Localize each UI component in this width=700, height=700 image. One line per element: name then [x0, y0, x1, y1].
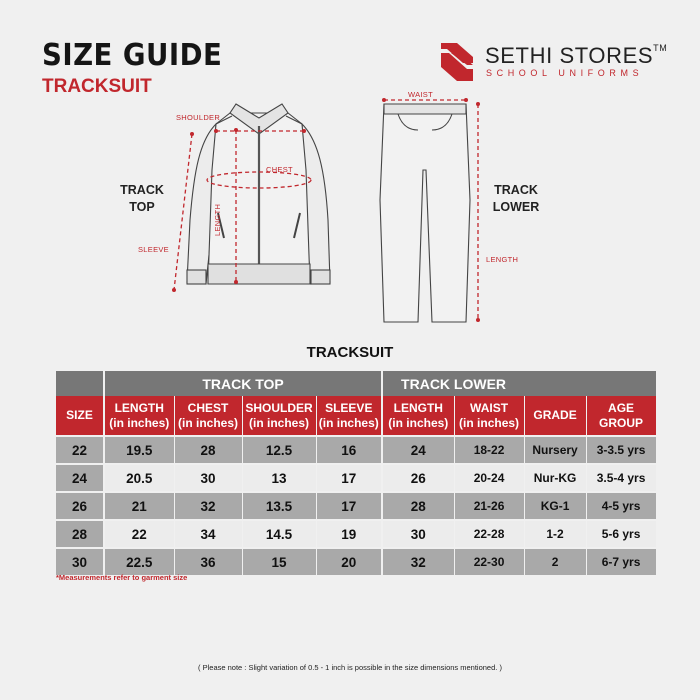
- cell-grade: 2: [524, 548, 586, 575]
- cell-size: 24: [56, 464, 104, 492]
- cell-top-length: 21: [104, 492, 174, 520]
- cell-size: 26: [56, 492, 104, 520]
- cell-lower-length: 26: [382, 464, 454, 492]
- col-header-chest: CHEST (in inches): [174, 396, 242, 436]
- cell-top-length: 22: [104, 520, 174, 548]
- cell-age-group: 3.5-4 yrs: [586, 464, 656, 492]
- top-length-label: LENGTH: [213, 203, 222, 236]
- table-row: [56, 436, 656, 464]
- track-lower-label: TRACK LOWER: [492, 183, 540, 214]
- cell-grade: Nursery: [524, 436, 586, 464]
- col-header-size: SIZE: [56, 396, 104, 436]
- cell-sleeve: 17: [316, 492, 382, 520]
- cell-age-group: 3-3.5 yrs: [586, 436, 656, 464]
- trousers-illustration: [380, 104, 470, 322]
- cell-grade: KG-1: [524, 492, 586, 520]
- cell-sleeve: 16: [316, 436, 382, 464]
- col-header-grade: GRADE: [524, 396, 586, 436]
- cell-top-length: 20.5: [104, 464, 174, 492]
- cell-waist: 18-22: [454, 436, 524, 464]
- disclaimer-note: ( Please note : Slight variation of 0.5 - 1 inch is possible in the size dimensions mentioned. ): [198, 663, 502, 672]
- table-row: [56, 520, 656, 548]
- cell-chest: 28: [174, 436, 242, 464]
- measurement-note: *Measurements refer to garment size: [56, 573, 188, 582]
- cell-shoulder: 13.5: [242, 492, 316, 520]
- page-title: SIZE GUIDE: [42, 38, 223, 73]
- cell-size: 30: [56, 548, 104, 575]
- cell-shoulder: 12.5: [242, 436, 316, 464]
- lower-length-label: LENGTH: [486, 255, 519, 264]
- group-header-row: [56, 371, 656, 396]
- cell-waist: 20-24: [454, 464, 524, 492]
- table-row: [56, 464, 656, 492]
- cell-size: 22: [56, 436, 104, 464]
- table-row: [56, 548, 656, 575]
- group-header-blank: [56, 371, 104, 396]
- size-table: [56, 371, 657, 575]
- cell-grade: 1-2: [524, 520, 586, 548]
- chest-label: CHEST: [266, 165, 293, 174]
- waist-label: WAIST: [408, 90, 433, 99]
- cell-age-group: 5-6 yrs: [586, 520, 656, 548]
- col-header-shoulder: SHOULDER (in inches): [242, 396, 316, 436]
- cell-shoulder: 13: [242, 464, 316, 492]
- cell-shoulder: 15: [242, 548, 316, 575]
- cell-sleeve: 20: [316, 548, 382, 575]
- cell-lower-length: 30: [382, 520, 454, 548]
- cell-lower-length: 24: [382, 436, 454, 464]
- brand-name: SETHI STORES™: [485, 43, 668, 68]
- brand-tagline: SCHOOL UNIFORMS: [486, 68, 644, 78]
- cell-lower-length: 28: [382, 492, 454, 520]
- shoulder-label: SHOULDER: [176, 113, 221, 122]
- cell-top-length: 19.5: [104, 436, 174, 464]
- col-header-age-group: AGE GROUP: [586, 396, 656, 436]
- cell-waist: 22-30: [454, 548, 524, 575]
- col-header-sleeve: SLEEVE (in inches): [316, 396, 382, 436]
- column-header-row: [56, 396, 656, 436]
- cell-sleeve: 19: [316, 520, 382, 548]
- col-header-waist: WAIST (in inches): [454, 396, 524, 436]
- cell-chest: 30: [174, 464, 242, 492]
- cell-sleeve: 17: [316, 464, 382, 492]
- group-track-lower: TRACK LOWER: [382, 371, 524, 396]
- cell-waist: 22-28: [454, 520, 524, 548]
- cell-top-length: 22.5: [104, 548, 174, 575]
- cell-chest: 32: [174, 492, 242, 520]
- cell-grade: Nur-KG: [524, 464, 586, 492]
- group-header-blank: [524, 371, 656, 396]
- cell-size: 28: [56, 520, 104, 548]
- cell-shoulder: 14.5: [242, 520, 316, 548]
- table-row: [56, 492, 656, 520]
- page-subtitle: TRACKSUIT: [42, 76, 152, 97]
- cell-chest: 34: [174, 520, 242, 548]
- col-header-top-length: LENGTH (in inches): [104, 396, 174, 436]
- cell-age-group: 4-5 yrs: [586, 492, 656, 520]
- table-title: TRACKSUIT: [306, 344, 394, 361]
- col-header-lower-length: LENGTH (in inches): [382, 396, 454, 436]
- garment-diagram: [0, 0, 700, 340]
- track-top-label: TRACK TOP: [120, 183, 164, 214]
- cell-waist: 21-26: [454, 492, 524, 520]
- cell-chest: 36: [174, 548, 242, 575]
- cell-age-group: 6-7 yrs: [586, 548, 656, 575]
- cell-lower-length: 32: [382, 548, 454, 575]
- group-track-top: TRACK TOP: [104, 371, 382, 396]
- sleeve-label: SLEEVE: [138, 245, 169, 254]
